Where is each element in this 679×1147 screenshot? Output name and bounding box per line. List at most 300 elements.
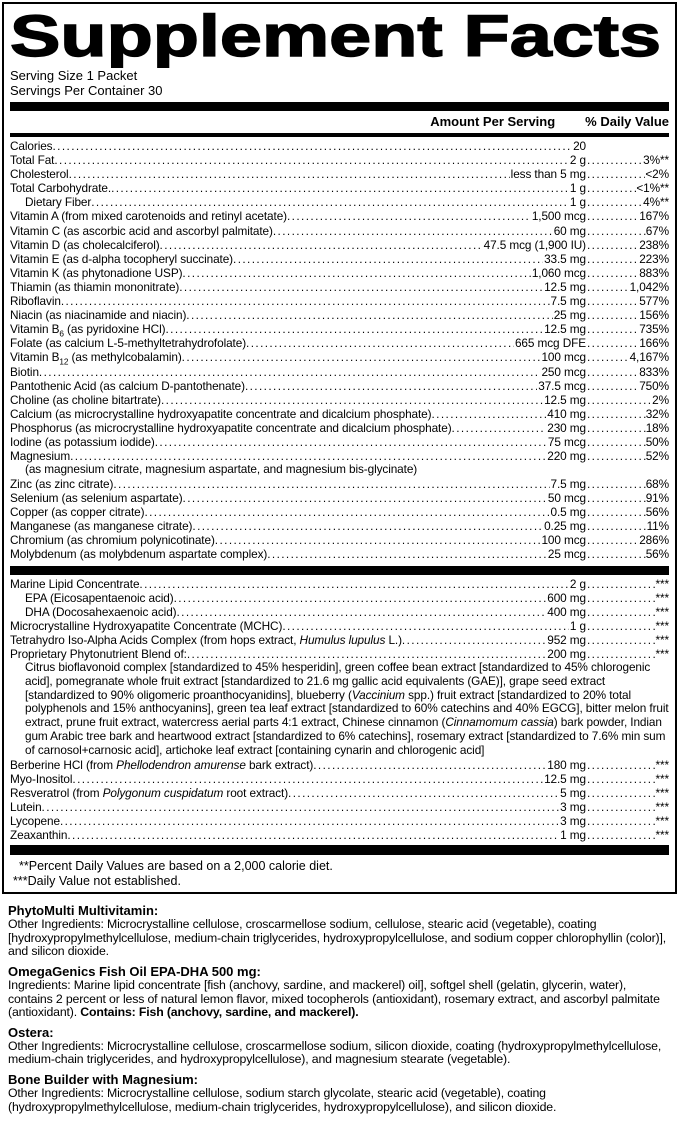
dot-leader: [160, 238, 483, 252]
nutrient-note: (as magnesium citrate, magnesium aspartate, and magnesium bis-glycinate): [25, 462, 418, 477]
dot-leader: [155, 435, 547, 449]
nutrient-daily-value: ***: [655, 618, 669, 633]
dot-leader: [177, 605, 547, 619]
nutrient-name: Vitamin $B_{12}$ (as methylcobalamin): [10, 350, 182, 367]
dot-leader: [91, 195, 569, 209]
nutrient-row: [10, 336, 669, 350]
nutrient-daily-value: 52%: [645, 449, 669, 464]
nutrient-amount: 1,060 mcg: [531, 265, 586, 280]
daily-value-column-header: % Daily Value: [585, 114, 669, 129]
nutrient-row: [10, 153, 669, 167]
nutrient-name: Vitamin E (as d-alpha tocopheryl succinate): [10, 251, 234, 266]
dot-leader: [174, 591, 547, 605]
nutrient-amount: 12.5 mg: [544, 392, 586, 407]
nutrient-row: [10, 449, 669, 463]
nutrient-daily-value: 577%: [639, 294, 669, 309]
nutrient-name: Magnesium: [10, 449, 71, 464]
nutrient-amount: 5 mg: [560, 785, 586, 800]
daily-value-cell: [587, 181, 669, 195]
dot-leader: [587, 491, 646, 505]
nutrient-row: [10, 647, 669, 661]
dot-leader: [587, 181, 636, 195]
nutrient-daily-value: 286%: [639, 533, 669, 548]
dot-leader: [587, 407, 646, 421]
dot-leader: [587, 772, 656, 786]
dot-leader: [587, 647, 656, 661]
nutrient-row: [10, 633, 669, 647]
nutrient-daily-value: 91%: [645, 491, 669, 506]
section-body: Other Ingredients: Microcrystalline cellulose, croscarmellose sodium, cellulose, stearic acid (vegetable), coating [hydroxypropylmethylcellulose, medium-chain triglycerides, hydroxypropylcellulose, and sodium copper chlorophyllin (color)], and silicon dioxide.: [8, 917, 667, 959]
nutrient-name: Vitamin C (as ascorbic acid and ascorbyl palmitate): [10, 223, 273, 238]
nutrient-row: [10, 828, 669, 842]
dot-leader: [144, 505, 549, 519]
divider-bar: [10, 845, 669, 855]
daily-value-cell: [587, 393, 669, 407]
nutrient-amount: 7.5 mg: [550, 476, 586, 491]
dot-leader: [587, 167, 645, 181]
dot-leader: [246, 336, 514, 350]
dot-leader: [587, 505, 646, 519]
daily-value-cell: [587, 786, 669, 800]
dot-leader: [187, 647, 546, 661]
nutrient-daily-value: 18%: [645, 420, 669, 435]
nutrient-amount: 665 mcg DFE: [514, 336, 586, 351]
section-bone-builder: [8, 1073, 673, 1114]
nutrient-amount: 37.5 mcg: [538, 378, 586, 393]
nutrient-row: [10, 224, 669, 238]
dot-leader: [60, 814, 559, 828]
dot-leader: [183, 491, 547, 505]
dot-leader: [215, 533, 541, 547]
dot-leader: [587, 814, 656, 828]
daily-value-cell: [587, 633, 669, 647]
nutrient-amount: 12.5 mg: [544, 322, 586, 337]
nutrient-name: Microcrystalline Hydroxyapatite Concentrate (MCHC): [10, 618, 283, 633]
daily-value-cell: [587, 449, 669, 463]
nutrient-amount: 20: [573, 139, 586, 153]
nutrient-daily-value: 883%: [639, 265, 669, 280]
nutrient-name: Resveratrol (from Polygonum cuspidatum root extract): [10, 785, 289, 800]
dot-leader: [182, 266, 530, 280]
daily-value-cell: [587, 379, 669, 393]
dot-leader: [42, 800, 560, 814]
nutrient-row: [10, 605, 669, 619]
dot-leader: [452, 421, 547, 435]
nutrient-daily-value: ***: [655, 632, 669, 647]
nutrient-name: Cholesterol: [10, 167, 69, 182]
nutrient-name: Biotin: [10, 364, 39, 379]
nutrient-daily-value: ***: [655, 799, 669, 814]
dot-leader: [587, 633, 656, 647]
nutrient-row: [10, 435, 669, 449]
nutrient-amount: 2 g: [569, 576, 586, 591]
daily-value-cell: [587, 308, 669, 322]
nutrient-name: Lutein: [10, 799, 42, 814]
nutrient-row: [10, 421, 669, 435]
dot-leader: [111, 181, 569, 195]
dot-leader: [52, 139, 572, 153]
nutrient-daily-value: ***: [655, 828, 669, 843]
dot-leader: [165, 322, 543, 336]
nutrient-name: Chromium (as chromium polynicotinate): [10, 533, 215, 548]
nutrient-row: [10, 308, 669, 322]
nutrient-amount: 0.25 mg: [544, 519, 586, 534]
daily-value-cell: [587, 591, 669, 605]
nutrient-note: Citrus bioflavonoid complex [standardized to 45% hesperidin], green coffee bean extract [standardized to 45% chlorogenic acid], pomegranate whole fruit extract [standardized to 21.6 mg gallic acid equivalents (GAE)], grape seed extract [standardized to 90% oligomeric proanthocyanidins], blueberry (Vaccinium spp.) fruit extract [standardized to 20% total polyphenols and 15% anthocyanins], green tea leaf extract [standardized to 60% catechins and 40% EGCG], bitter melon fruit extract, prune fruit extract, watercress aerial parts 4:1 extract, Chinese cinnamon (Cinnamomum cassia) bark powder, Indian gum Arabic tree bark and heartwood extract [standardized to 6% catechins], rosemary extract [standardized to 7.6% min sum of carnosol+carnosic acid], artichoke leaf extract [containing cynarin and chlorogenic acid]: [25, 660, 669, 757]
section-body: Other Ingredients: Microcrystalline cellulose, croscarmellose sodium, silicon dioxide, coating (hydroxypropylmethylcellulose, medium-chain triglycerides, and hydroxypropylcellulose), and magnesium stearate (vegetable).: [8, 1038, 662, 1067]
dot-leader: [431, 407, 546, 421]
dot-leader: [273, 224, 553, 238]
daily-value-cell: [587, 209, 669, 223]
dot-leader: [282, 619, 569, 633]
nutrient-amount: 600 mg: [547, 590, 586, 605]
dot-leader: [72, 772, 543, 786]
nutrient-amount: 1 mg: [560, 828, 586, 843]
dot-leader: [587, 294, 639, 308]
nutrient-daily-value: 1,042%: [629, 279, 669, 294]
nutrient-name: Zeaxanthin: [10, 828, 68, 843]
dot-leader: [288, 786, 559, 800]
nutrient-name: Copper (as copper citrate): [10, 505, 145, 520]
nutrient-daily-value: ***: [655, 771, 669, 786]
nutrient-daily-value: 4%**: [643, 195, 669, 210]
nutrient-row: [10, 758, 669, 772]
nutrient-daily-value: 3%**: [643, 153, 669, 168]
dot-leader: [287, 209, 531, 223]
nutrient-name: Pantothenic Acid (as calcium D-pantothenate): [10, 378, 245, 393]
nutrient-daily-value: 56%: [645, 505, 669, 520]
dot-leader: [587, 280, 630, 294]
dot-leader: [587, 477, 646, 491]
nutrient-row: [10, 209, 669, 223]
nutrient-amount: 100 mcg: [541, 350, 586, 365]
nutrient-daily-value: 156%: [639, 308, 669, 323]
nutrient-name: Riboflavin: [10, 294, 61, 309]
dot-leader: [61, 294, 550, 308]
dot-leader: [587, 591, 656, 605]
dot-leader: [587, 577, 656, 591]
daily-value-cell: [587, 491, 669, 505]
nutrient-name: Molybdenum (as molybdenum aspartate complex): [10, 547, 268, 562]
dot-leader: [587, 195, 643, 209]
daily-value-cell: [587, 519, 669, 533]
nutrient-row: [10, 266, 669, 280]
nutrient-name: Lycopene: [10, 814, 60, 829]
dot-leader: [69, 167, 510, 181]
footnote-dv-not-established: ***Daily Value not established.: [13, 874, 181, 889]
nutrient-name: Niacin (as niacinamide and niacin): [10, 308, 187, 323]
nutrient-amount: 12.5 mg: [544, 771, 586, 786]
supplement-facts-panel: [2, 2, 677, 894]
nutrient-amount: 60 mg: [553, 223, 586, 238]
nutrient-rows-main: [10, 139, 669, 562]
nutrient-name: Marine Lipid Concentrate: [10, 576, 140, 591]
servings-per-container: Servings Per Container 30: [10, 83, 163, 98]
dot-leader: [54, 153, 569, 167]
nutrient-amount: 400 mg: [547, 604, 586, 619]
section-body: Other Ingredients: Microcrystalline cellulose, sodium starch glycolate, stearic acid (vegetable), coating (hydroxypropylmethylcellulose, medium-chain triglycerides, hydroxypropylcellulose), and silicon dioxide.: [8, 1085, 557, 1114]
nutrient-row: [10, 477, 669, 491]
nutrient-row: [10, 519, 669, 533]
dot-leader: [587, 533, 639, 547]
nutrient-daily-value: 56%: [645, 547, 669, 562]
dot-leader: [313, 758, 546, 772]
nutrient-name: Phosphorus (as microcrystalline hydroxyapatite concentrate and dicalcium phosphate): [10, 420, 452, 435]
dot-leader: [587, 393, 652, 407]
nutrient-name: Vitamin K (as phytonadione USP): [10, 265, 183, 280]
nutrient-amount: 3 mg: [560, 814, 586, 829]
nutrient-name: Tetrahydro Iso-Alpha Acids Complex (from hops extract, Humulus lupulus L.): [10, 632, 402, 647]
dot-leader: [587, 365, 639, 379]
nutrient-row: [10, 365, 669, 379]
dot-leader: [587, 435, 646, 449]
dot-leader: [587, 336, 639, 350]
daily-value-cell: [587, 421, 669, 435]
nutrient-name: Berberine HCl (from Phellodendron amurense bark extract): [10, 757, 314, 772]
nutrient-amount: 25 mcg: [547, 547, 586, 562]
daily-value-cell: [587, 252, 669, 266]
nutrient-row: [10, 505, 669, 519]
nutrient-name: DHA (Docosahexaenoic acid): [25, 604, 177, 619]
nutrient-amount: 0.5 mg: [550, 505, 586, 520]
nutrient-name: Manganese (as manganese citrate): [10, 519, 193, 534]
divider-bar: [10, 102, 669, 111]
nutrient-amount: 230 mg: [547, 420, 586, 435]
nutrient-daily-value: 167%: [639, 209, 669, 224]
nutrient-amount: 1 g: [569, 195, 586, 210]
daily-value-cell: [587, 772, 669, 786]
nutrient-name: Proprietary Phytonutrient Blend of:: [10, 646, 187, 661]
nutrient-row: [10, 591, 669, 605]
daily-value-cell: [587, 266, 669, 280]
nutrient-name: Total Carbohydrate.: [10, 181, 112, 196]
nutrient-row: [10, 181, 669, 195]
nutrient-amount: 3 mg: [560, 799, 586, 814]
section-heading: OmegaGenics Fish Oil EPA-DHA 500 mg:: [8, 964, 261, 979]
nutrient-name: Calories: [10, 139, 53, 153]
nutrient-row: [10, 407, 669, 421]
panel-title: Supplement Facts: [10, 6, 661, 68]
nutrient-amount: 410 mg: [547, 406, 586, 421]
nutrient-amount: 25 mg: [553, 308, 586, 323]
nutrient-row: [10, 238, 669, 252]
dot-leader: [587, 266, 639, 280]
section-heading: Ostera:: [8, 1024, 54, 1040]
nutrient-daily-value: 4,167%: [629, 350, 669, 365]
nutrient-daily-value: 68%: [645, 476, 669, 491]
daily-value-cell: [587, 365, 669, 379]
daily-value-cell: [587, 195, 669, 209]
nutrient-amount: 1 g: [569, 618, 586, 633]
dot-leader: [587, 238, 639, 252]
daily-value-cell: [587, 758, 669, 772]
nutrient-row: [10, 800, 669, 814]
nutrient-amount: 220 mg: [547, 449, 586, 464]
dot-leader: [587, 350, 630, 364]
nutrient-row: [10, 322, 669, 339]
nutrient-name: EPA (Eicosapentaenoic acid): [25, 590, 174, 605]
daily-value-cell: [587, 336, 669, 350]
nutrient-row: [10, 393, 669, 407]
nutrient-daily-value: 2%: [652, 392, 669, 407]
dot-leader: [587, 224, 646, 238]
nutrient-row: [10, 786, 669, 800]
amount-column-header: Amount Per Serving: [430, 114, 556, 129]
nutrient-daily-value: 166%: [639, 336, 669, 351]
panel-title-graphic: [10, 6, 665, 68]
dot-leader: [587, 800, 656, 814]
daily-value-cell: [587, 477, 669, 491]
daily-value-cell: [587, 647, 669, 661]
nutrient-amount: 100 mcg: [541, 533, 586, 548]
dot-leader: [587, 379, 639, 393]
nutrient-row: [10, 619, 669, 633]
daily-value-cell: [587, 238, 669, 252]
daily-value-cell: [587, 139, 669, 153]
dot-leader: [245, 379, 537, 393]
nutrient-amount: 180 mg: [547, 757, 586, 772]
dot-leader: [233, 252, 543, 266]
supplement-label: [0, 2, 679, 1114]
divider-bar: [10, 133, 669, 137]
daily-value-cell: [587, 153, 669, 167]
nutrient-name: Thiamin (as thiamin mononitrate): [10, 279, 180, 294]
nutrient-name: Calcium (as microcrystalline hydroxyapatite concentrate and dicalcium phosphate): [10, 406, 432, 421]
daily-value-cell: [587, 167, 669, 181]
nutrient-daily-value: ***: [655, 757, 669, 772]
section-body: Ingredients: Marine lipid concentrate [fish (anchovy, sardine, and mackerel) oil], softgel shell (gelatin, glycerin, water), contains 2 percent or less of natural lemon flavor, mixed tocopherols (antioxidant), rosemary extract, and ascorbyl palmitate (antioxidant). Contains: Fish (anchovy, sardine, and mackerel).: [8, 978, 660, 1020]
nutrient-daily-value: 238%: [639, 237, 669, 252]
section-phytomulti: [8, 904, 673, 959]
nutrient-amount: 7.5 mg: [550, 294, 586, 309]
section-heading: PhytoMulti Multivitamin:: [8, 903, 159, 919]
nutrient-row: [10, 294, 669, 308]
nutrient-daily-value: ***: [655, 785, 669, 800]
nutrient-name: Selenium (as selenium aspartate): [10, 491, 183, 506]
daily-value-cell: [587, 577, 669, 591]
nutrient-name: Myo-Inositol: [10, 771, 73, 786]
dot-leader: [186, 308, 552, 322]
nutrient-name: Vitamin A (from mixed carotenoids and retinyl acetate): [10, 209, 287, 224]
dot-leader: [587, 449, 646, 463]
daily-value-cell: [587, 800, 669, 814]
nutrient-daily-value: 50%: [645, 434, 669, 449]
nutrient-amount: 200 mg: [547, 646, 586, 661]
ingredients-sections: [0, 904, 679, 1114]
nutrient-daily-value: 833%: [639, 364, 669, 379]
dot-leader: [39, 365, 541, 379]
daily-value-cell: [587, 407, 669, 421]
dot-leader: [113, 477, 549, 491]
nutrient-amount: 1 g: [569, 181, 586, 196]
nutrient-rows-secondary: [10, 577, 669, 843]
nutrient-row: [10, 491, 669, 505]
dot-leader: [587, 209, 639, 223]
nutrient-row: [10, 577, 669, 591]
section-ostera: [8, 1026, 673, 1067]
nutrient-row: [10, 280, 669, 294]
nutrient-name: Dietary Fiber: [25, 195, 92, 210]
nutrient-row: [10, 195, 669, 209]
nutrient-amount: 2 g: [569, 153, 586, 168]
nutrient-row: [10, 772, 669, 786]
nutrient-row: [10, 814, 669, 828]
daily-value-cell: [587, 350, 669, 364]
nutrient-row: [10, 167, 669, 181]
nutrient-amount: less than 5 mg: [510, 167, 586, 182]
nutrient-daily-value: ***: [655, 814, 669, 829]
nutrient-amount: 50 mcg: [547, 491, 586, 506]
dot-leader: [587, 308, 639, 322]
nutrient-daily-value: <2%: [645, 167, 669, 182]
dot-leader: [192, 519, 543, 533]
nutrient-name: Vitamin $B_6$ (as pyridoxine HCl): [10, 322, 166, 339]
daily-value-cell: [587, 619, 669, 633]
nutrient-name: Choline (as choline bitartrate): [10, 392, 161, 407]
dot-leader: [587, 758, 656, 772]
dot-leader: [67, 828, 559, 842]
nutrient-amount: 75 mcg: [547, 434, 586, 449]
nutrient-name: Total Fat: [10, 153, 55, 168]
nutrient-amount: 1,500 mcg: [531, 209, 586, 224]
dot-leader: [161, 393, 543, 407]
divider-bar: [10, 566, 669, 575]
nutrient-name: Vitamin D (as cholecalciferol): [10, 237, 160, 252]
nutrient-amount: 33.5 mg: [544, 251, 586, 266]
dot-leader: [267, 547, 547, 561]
nutrient-name: Zinc (as zinc citrate): [10, 476, 114, 491]
dot-leader: [587, 619, 656, 633]
nutrient-amount: 250 mcg: [541, 364, 586, 379]
daily-value-cell: [587, 505, 669, 519]
dot-leader: [179, 280, 543, 294]
nutrient-name: Iodine (as potassium iodide): [10, 434, 155, 449]
nutrient-row: [10, 139, 669, 153]
daily-value-cell: [587, 280, 669, 294]
nutrient-daily-value: 11%: [646, 519, 669, 534]
daily-value-cell: [587, 533, 669, 547]
nutrient-row: [10, 379, 669, 393]
nutrient-daily-value: 750%: [639, 378, 669, 393]
nutrient-daily-value: <1%**: [636, 181, 669, 196]
nutrient-daily-value: 223%: [639, 251, 669, 266]
dot-leader: [587, 605, 656, 619]
daily-value-cell: [587, 605, 669, 619]
footnote-daily-values: **Percent Daily Values are based on a 2,000 calorie diet.: [19, 859, 333, 874]
section-heading: Bone Builder with Magnesium:: [8, 1071, 198, 1087]
dot-leader: [587, 828, 656, 842]
nutrient-row: [10, 533, 669, 547]
dot-leader: [139, 577, 568, 591]
dot-leader: [70, 449, 546, 463]
nutrient-daily-value: 67%: [645, 223, 669, 238]
nutrient-amount: 47.5 mcg (1,900 IU): [483, 237, 586, 252]
daily-value-cell: [587, 814, 669, 828]
daily-value-cell: [587, 828, 669, 842]
nutrient-daily-value: 32%: [645, 406, 669, 421]
nutrient-name: Folate (as calcium L-5-methyltetrahydrofolate): [10, 336, 247, 351]
dot-leader: [587, 547, 646, 561]
nutrient-row: [10, 350, 669, 367]
nutrient-daily-value: 735%: [639, 322, 669, 337]
nutrient-daily-value: ***: [655, 604, 669, 619]
nutrient-row: [10, 547, 669, 561]
nutrient-daily-value: ***: [655, 576, 669, 591]
nutrient-row: [10, 252, 669, 266]
dot-leader: [587, 252, 639, 266]
dot-leader: [587, 421, 646, 435]
dot-leader: [587, 322, 639, 336]
